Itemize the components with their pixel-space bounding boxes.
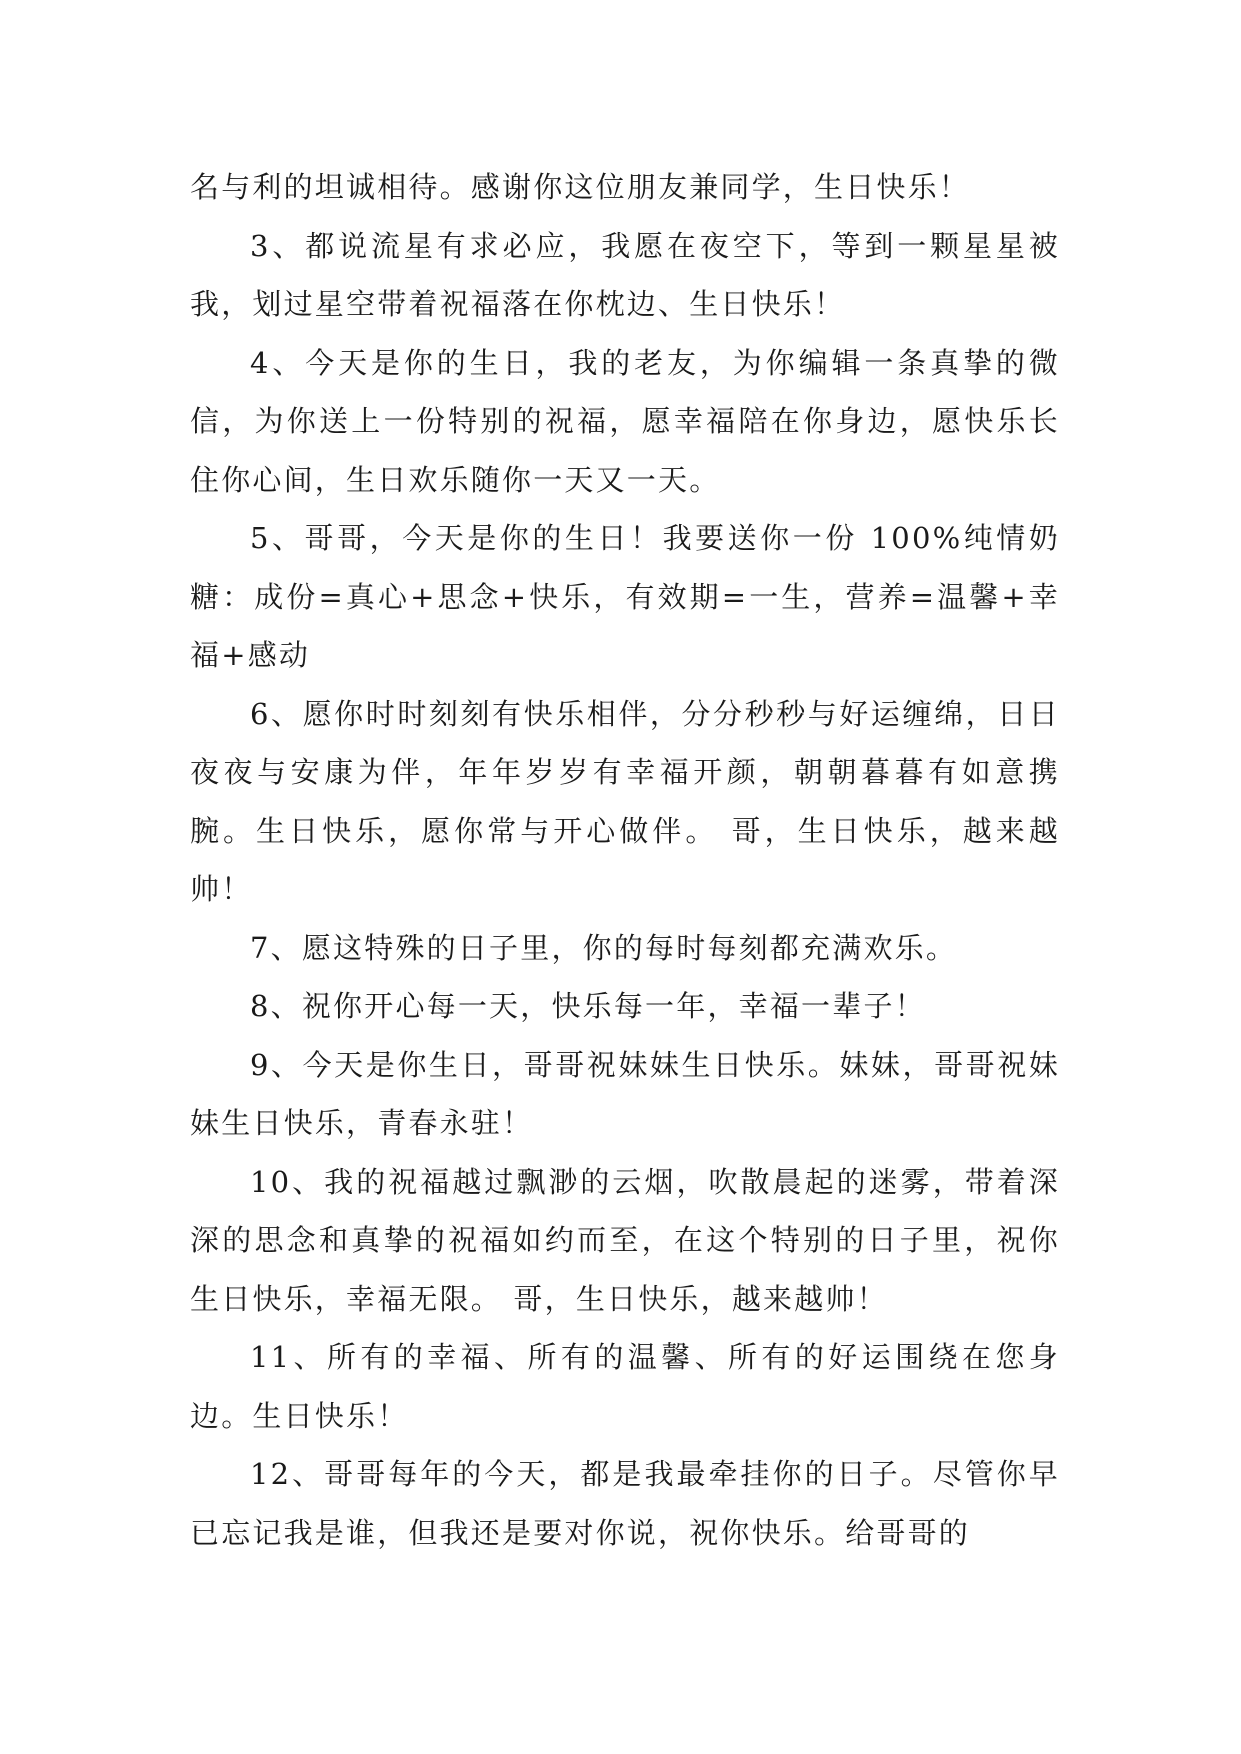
paragraph: 7、愿这特殊的日子里，你的每时每刻都充满欢乐。 (250, 930, 958, 965)
paragraph: 名与利的坦诚相待。感谢你这位朋友兼同学，生日快乐！ (190, 170, 971, 204)
paragraph: 3、都说流星有求必应，我愿在夜空下，等到一颗星星被我，划过星空带着祝福落在你枕边、生日快乐！ (190, 228, 1060, 321)
paragraph: 10、我的祝福越过飘渺的云烟，吹散晨起的迷雾，带着深深的思念和真挚的祝福如约而至，在这个特别的日子里，祝你生日快乐，幸福无限。 哥，生日快乐，越来越帅！ (190, 1164, 1060, 1316)
paragraph: 9、今天是你生日，哥哥祝妹妹生日快乐。妹妹，哥哥祝妹妹生日快乐，青春永驻！ (190, 1047, 1060, 1140)
paragraph: 5、哥哥，今天是你的生日！我要送你一份 100%纯情奶糖：成份=真心+思念+快乐，有效期=一生，营养=温馨+幸福+感动 (190, 521, 1060, 672)
paragraph: 6、愿你时时刻刻有快乐相伴，分分秒秒与好运缠绵，日日夜夜与安康为伴，年年岁岁有幸福开颜，朝朝暮暮有如意携腕。生日快乐，愿你常与开心做伴。 哥，生日快乐，越来越帅！ (190, 696, 1060, 906)
document-body (190, 158, 1060, 1562)
paragraph: 4、今天是你的生日，我的老友，为你编辑一条真挚的微信，为你送上一份特别的祝福，愿幸福陪在你身边，愿快乐长住你心间，生日欢乐随你一天又一天。 (190, 345, 1060, 497)
paragraph: 12、哥哥每年的今天，都是我最牵挂你的日子。尽管你早已忘记我是谁，但我还是要对你说，祝你快乐。给哥哥的 (190, 1457, 1060, 1550)
paragraph: 8、祝你开心每一天，快乐每一年，幸福一辈子！ (250, 989, 926, 1023)
paragraph: 11、所有的幸福、所有的温馨、所有的好运围绕在您身边。生日快乐！ (190, 1340, 1060, 1433)
